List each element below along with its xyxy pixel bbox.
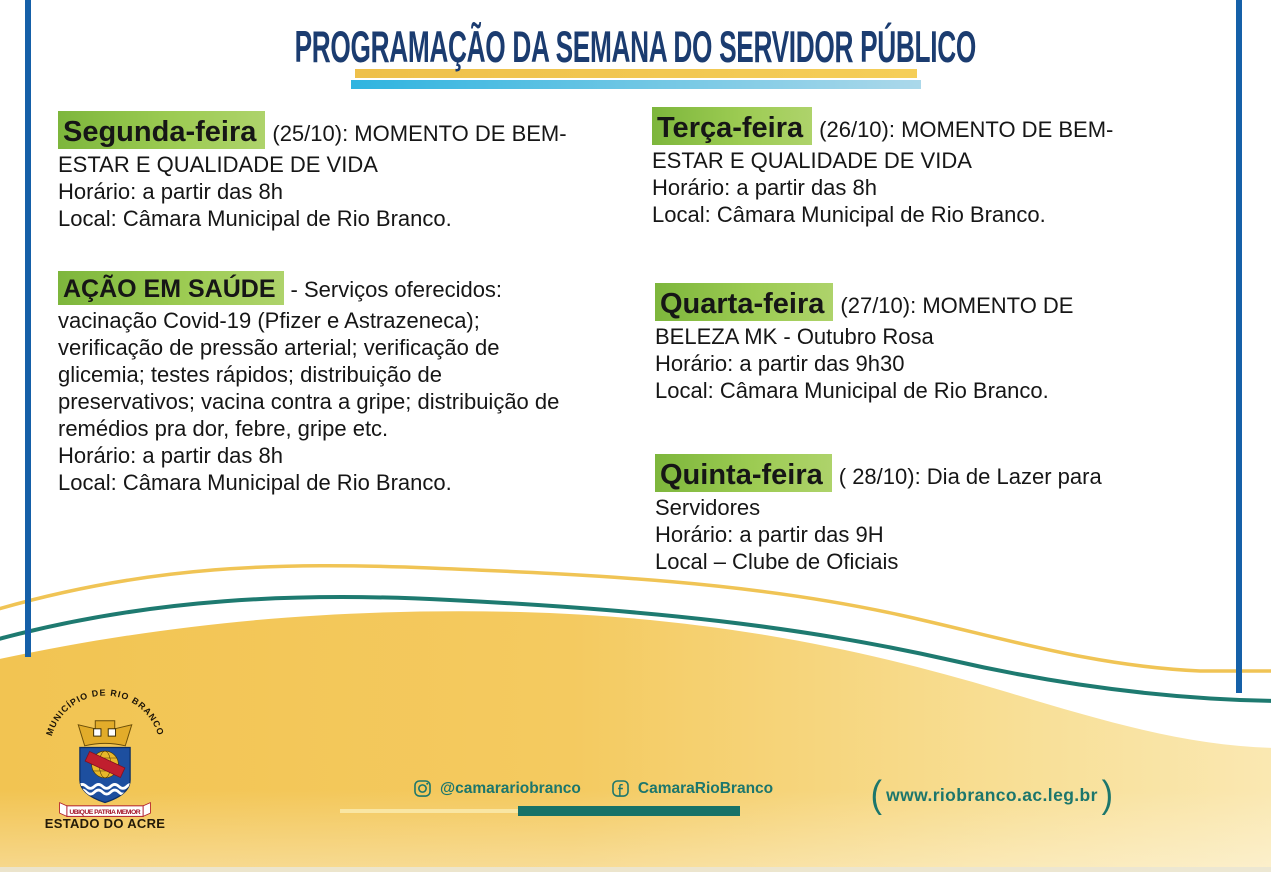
event-time: Horário: a partir das 8h [652,175,877,200]
event-wednesday [655,283,1135,404]
website-url: www.riobranco.ac.leg.br [886,784,1098,805]
social-links [413,779,773,798]
event-headline [652,107,1132,174]
event-headline [655,283,1135,350]
event-headline [58,271,583,442]
right-paren-decoration: ) [1101,774,1114,816]
event-time: Horário: a partir das 8h [58,443,283,468]
event-place: Local: Câmara Municipal de Rio Branco. [58,470,452,495]
event-desc: (25/10): MOMENTO DE BEM-ESTAR E QUALIDADE DE VIDA [58,121,567,177]
event-place: Local: Câmara Municipal de Rio Branco. [58,206,452,231]
event-desc: (27/10): MOMENTO DE BELEZA MK - Outubro Rosa [655,293,1074,349]
left-paren-decoration: ( [870,774,883,816]
day-label-thursday: Quinta-feira [655,454,832,492]
instagram-item [413,779,581,798]
facebook-handle: CamaraRioBranco [637,779,774,797]
label-health-action: AÇÃO EM SAÚDE [58,271,284,305]
event-time: Horário: a partir das 9h30 [655,351,905,376]
teal-accent-bar [518,806,740,816]
website-badge [870,776,1114,814]
bottom-edge-strip [0,867,1271,872]
event-tuesday [652,107,1132,228]
event-place: Local – Clube de Oficiais [655,549,899,574]
motto-ribbon [60,803,151,817]
crest-arc-text: MUNICÍPIO DE RIO BRANCO [44,687,166,738]
event-monday [58,111,578,232]
facebook-item [611,779,773,798]
state-label: ESTADO DO ACRE [44,816,166,831]
event-health-action [58,271,583,496]
instagram-icon [413,779,432,798]
event-headline [655,454,1135,521]
event-thursday [655,454,1135,575]
day-label-monday: Segunda-feira [58,111,265,149]
event-desc: ( 28/10): Dia de Lazer para Servidores [655,464,1102,520]
motto-text: UBIQUE PATRIA MEMOR [69,808,141,816]
event-desc: (26/10): MOMENTO DE BEM-ESTAR E QUALIDADE DE VIDA [652,117,1114,173]
day-label-tuesday: Terça-feira [652,107,812,145]
event-time: Horário: a partir das 8h [58,179,283,204]
day-label-wednesday: Quarta-feira [655,283,833,321]
event-place: Local: Câmara Municipal de Rio Branco. [655,378,1049,403]
gold-accent-strip [340,809,525,813]
event-time: Horário: a partir das 9H [655,522,884,547]
header [0,22,1271,89]
event-desc: - Serviços oferecidos: vacinação Covid-19 (Pfizer e Astrazeneca); verificação de pressão arterial; verificação de glicemia; testes rápidos; distribuição de preservativos; vacina contra a gripe; distribuição de remédios pra dor, febre, gripe etc. [58,277,560,441]
crown-icon [78,721,132,746]
event-place: Local: Câmara Municipal de Rio Branco. [652,202,1046,227]
page-title: PROGRAMAÇÃO DA SEMANA DO SERVIDOR PÚBLICO [294,22,977,72]
left-border [25,0,31,657]
title-underline-blue [351,80,921,89]
event-headline [58,111,578,178]
right-border [1236,0,1242,693]
facebook-icon [611,779,630,798]
coat-of-arms [30,668,180,818]
shield-icon [78,747,135,802]
instagram-handle: @camarariobranco [440,779,581,797]
